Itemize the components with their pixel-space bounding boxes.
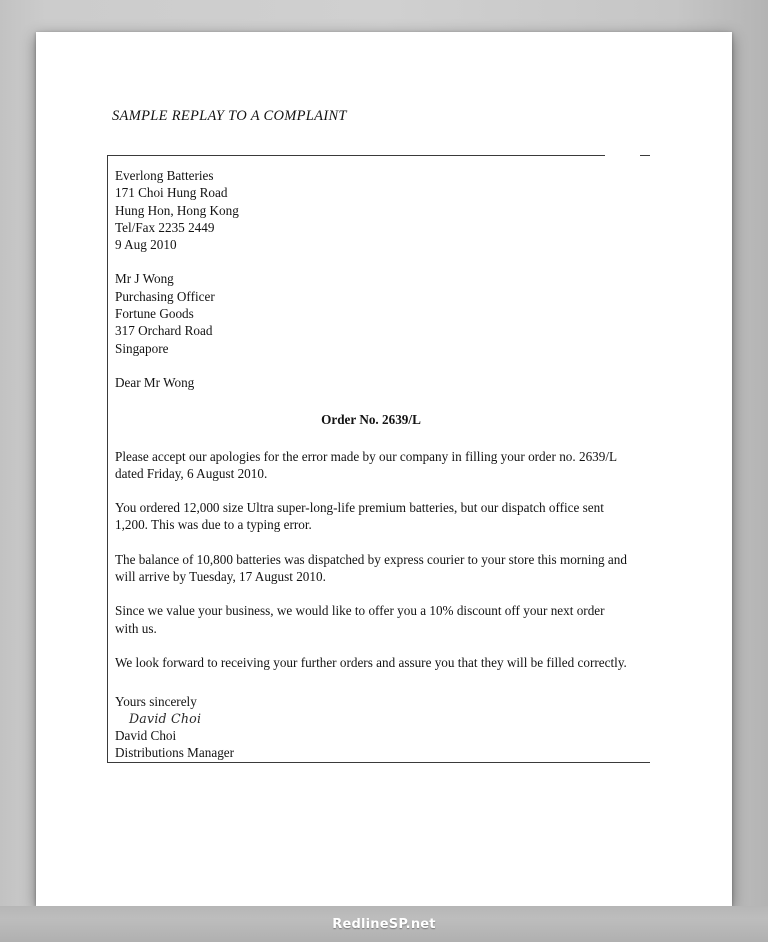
letter-body — [115, 167, 627, 761]
paragraph: The balance of 10,800 batteries was dispatched by express courier to your store this morning and will arrive by Tuesday, 17 August 2010. — [115, 551, 627, 585]
document-page — [36, 32, 732, 906]
recipient-address-block — [115, 270, 627, 356]
sender-address-line: Tel/Fax 2235 2449 — [115, 219, 215, 235]
paragraph: Please accept our apologies for the error made by our company in filling your order no. 2639/L dated Friday, 6 August 2010. — [115, 448, 617, 481]
sender-address-line: Everlong Batteries — [115, 168, 214, 183]
sender-address-block — [115, 167, 627, 253]
watermark-text: RedlineSP.net — [332, 916, 436, 932]
handwritten-signature: David Choi — [129, 710, 202, 726]
paragraph: We look forward to receiving your further orders and assure you that they will be filled correctly. — [115, 654, 627, 670]
paragraph: You ordered 12,000 size Ultra super-long-life premium batteries, but our dispatch office sent 1,200. This was due to a typing error. — [115, 500, 604, 533]
salutation: Dear Mr Wong — [115, 374, 195, 390]
paragraph: Since we value your business, we would like to offer you a 10% discount off your next order with us. — [115, 603, 605, 636]
signer-title: Distributions Manager — [115, 744, 235, 760]
recipient-address-line: Singapore — [115, 340, 169, 356]
recipient-address-line: 317 Orchard Road — [115, 323, 213, 339]
recipient-address-line: Fortune Goods — [115, 306, 194, 322]
sender-address-line: 171 Choi Hung Road — [115, 185, 228, 201]
sender-address-line: Hung Hon, Hong Kong — [115, 202, 239, 218]
letter-paragraphs — [115, 448, 627, 672]
signer-name: David Choi — [115, 727, 177, 743]
sender-date-line: 9 Aug 2010 — [115, 237, 177, 253]
signature-block — [115, 693, 627, 761]
footer-watermark-band — [0, 906, 768, 942]
recipient-address-line: Mr J Wong — [115, 271, 174, 287]
recipient-address-line: Purchasing Officer — [115, 288, 215, 304]
letter-frame — [107, 155, 650, 763]
page-title: SAMPLE REPLAY TO A COMPLAINT — [112, 108, 347, 124]
subject-line: Order No. 2639/L — [321, 412, 421, 428]
closing-line: Yours sincerely — [115, 694, 197, 710]
